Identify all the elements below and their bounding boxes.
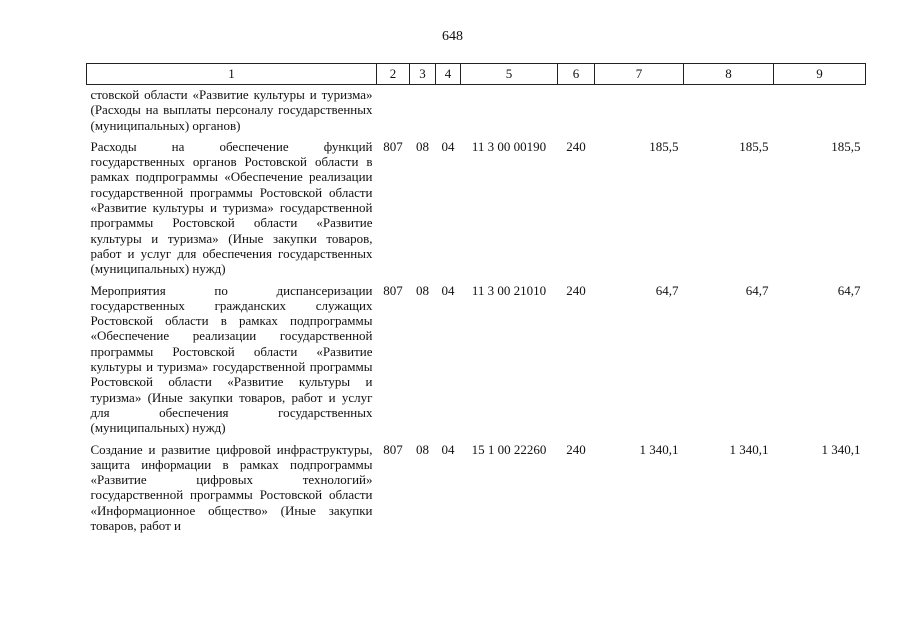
row-description: Создание и развитие цифровой инфраструктуры, защита информации в рамках подпрограммы «Развитие цифровых технологий» государственной программы Ростовской области «Информационное общество» (Иные закупки товаров, работ и <box>90 441 373 534</box>
header-col-9: 9 <box>774 64 866 85</box>
row-expense-type: 240 <box>566 282 586 298</box>
row-description: Мероприятия по диспансеризации государственных гражданских служащих Ростовской области в рамках подпрограммы «Обеспечение реализации государственной программы Ростовской области «Развитие культуры и туризма» государственной программы Ростовской области «Развитие культуры и туризма» (Иные закупки товаров, работ и услуг для обеспечения государственных (муниципальных) нужд) <box>90 282 373 436</box>
table-row <box>87 85 866 139</box>
row-target-code: 15 1 00 22260 <box>471 441 547 457</box>
budget-table <box>86 63 866 539</box>
row-subsection-code <box>436 85 461 139</box>
header-col-2: 2 <box>377 64 410 85</box>
header-col-7: 7 <box>595 64 684 85</box>
row-amount-col-8 <box>684 85 774 139</box>
table-row <box>87 283 866 442</box>
row-subsection-code: 04 <box>441 138 455 154</box>
header-col-1: 1 <box>87 64 377 85</box>
row-amount-col-8: 64,7 <box>745 282 769 298</box>
row-description: Расходы на обеспечение функций государственных органов Ростовской области в рамках подпрограммы «Обеспечение реализации государственной программы Ростовской области «Развитие культуры и туризма» государственной программы Ростовской области «Развитие культуры и туризма» (Иные закупки товаров, работ и услуг для обеспечения государственных (муниципальных) нужд) <box>90 138 373 277</box>
table-row <box>87 442 866 540</box>
row-expense-type <box>558 85 595 139</box>
row-section-code: 08 <box>416 282 429 298</box>
row-subsection-code: 04 <box>441 282 455 298</box>
row-section-code: 08 <box>416 138 429 154</box>
page-number: 648 <box>442 29 463 44</box>
row-ministry-code: 807 <box>383 138 403 154</box>
row-amount-col-7: 64,7 <box>655 282 679 298</box>
row-amount-col-9: 185,5 <box>831 138 861 154</box>
row-description: стовской области «Развитие культуры и туризма» (Расходы на выплаты персоналу государственных (муниципальных) органов) <box>90 87 373 133</box>
row-target-code: 11 3 00 00190 <box>471 138 547 154</box>
row-amount-col-9 <box>774 85 866 139</box>
row-amount-col-7 <box>595 85 684 139</box>
row-amount-col-7: 1 340,1 <box>639 441 679 457</box>
row-amount-col-9: 1 340,1 <box>821 441 861 457</box>
row-ministry-code: 807 <box>383 441 403 457</box>
header-row <box>87 64 866 85</box>
row-amount-col-9: 64,7 <box>837 282 861 298</box>
row-expense-type: 240 <box>566 138 586 154</box>
header-col-3: 3 <box>410 64 436 85</box>
row-subsection-code: 04 <box>441 441 455 457</box>
row-section-code: 08 <box>416 441 429 457</box>
header-col-6: 6 <box>558 64 595 85</box>
row-amount-col-8: 185,5 <box>739 138 769 154</box>
row-amount-col-8: 1 340,1 <box>729 441 769 457</box>
table-row <box>87 139 866 283</box>
row-section-code <box>410 85 436 139</box>
row-expense-type: 240 <box>566 441 586 457</box>
row-amount-col-7: 185,5 <box>649 138 679 154</box>
row-target-code: 11 3 00 21010 <box>471 282 547 298</box>
row-ministry-code <box>377 85 410 139</box>
header-col-4: 4 <box>436 64 461 85</box>
header-col-5: 5 <box>461 64 558 85</box>
header-col-8: 8 <box>684 64 774 85</box>
row-target-code <box>461 85 558 139</box>
row-ministry-code: 807 <box>383 282 403 298</box>
